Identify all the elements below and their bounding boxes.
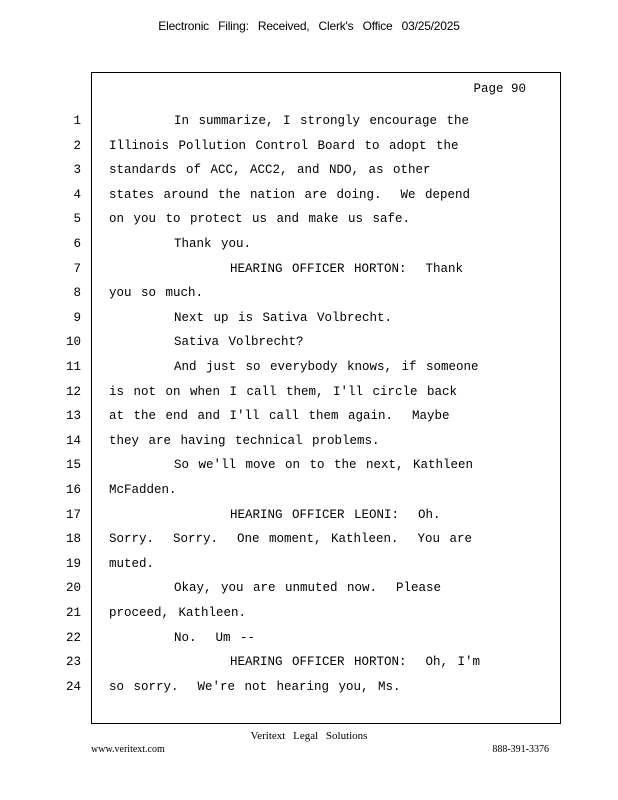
line-number: 18 [65, 532, 81, 547]
transcript-line-text: states around the nation are doing. We depend [109, 187, 471, 202]
transcript-line-text: they are having technical problems. [109, 433, 380, 448]
line-number: 4 [73, 187, 81, 202]
transcript-line-text: Sativa Volbrecht? [174, 335, 304, 350]
line-number: 21 [65, 606, 81, 620]
line-number: 9 [73, 310, 81, 325]
transcript-line-text: muted. [109, 556, 155, 571]
transcript-line-text: In summarize, I strongly encourage the [174, 114, 470, 128]
transcript-line-text: So we'll move on to the next, Kathleen [174, 458, 474, 473]
filing-stamp-header: Electronic Filing: Received, Clerk's Office 03/25/2025 [158, 19, 460, 33]
line-number: 12 [65, 384, 81, 399]
line-number: 24 [65, 679, 81, 694]
transcript-line-text: HEARING OFFICER LEONI: Oh. [230, 507, 441, 522]
line-number: 3 [73, 163, 81, 178]
line-number: 13 [65, 409, 81, 424]
transcript-line-text: proceed, Kathleen. [109, 606, 247, 620]
line-number: 6 [73, 237, 81, 251]
line-number: 10 [65, 335, 81, 350]
transcript-line-text: Illinois Pollution Control Board to adopt the [109, 138, 459, 153]
line-number: 17 [65, 507, 81, 522]
transcript-line-text: No. Um -- [174, 630, 256, 645]
line-number: 23 [65, 655, 81, 670]
line-number: 11 [65, 360, 81, 374]
footer-phone: 888-391-3376 [492, 744, 549, 755]
transcript-line-text: you so much. [109, 286, 204, 301]
line-number: 8 [73, 286, 81, 301]
transcript-line-text: McFadden. [109, 483, 177, 497]
line-number: 16 [65, 483, 81, 497]
line-number: 15 [65, 458, 81, 473]
transcript-line-text: Sorry. Sorry. One moment, Kathleen. You are [109, 532, 473, 547]
transcript-line-text: And just so everybody knows, if someone [174, 360, 479, 374]
line-number: 14 [65, 433, 81, 448]
line-number: 22 [65, 630, 81, 645]
line-number: 5 [73, 212, 81, 227]
line-number: 2 [73, 138, 81, 153]
footer-website: www.veritext.com [91, 744, 165, 755]
transcript-line-text: is not on when I call them, I'll circle back [109, 384, 458, 399]
line-number: 1 [73, 114, 81, 128]
transcript-line-text: HEARING OFFICER HORTON: Thank [230, 261, 464, 276]
transcript-line-text: Okay, you are unmuted now. Please [174, 581, 442, 596]
line-number: 7 [73, 261, 81, 276]
line-number: 19 [65, 556, 81, 571]
transcript-line-text: Next up is Sativa Volbrecht. [174, 310, 393, 325]
transcript-line-text: Thank you. [174, 237, 252, 251]
footer-company: Veritext Legal Solutions [250, 730, 368, 742]
line-number: 20 [65, 581, 81, 596]
page-number: Page 90 [473, 82, 526, 96]
transcript-line-text: so sorry. We're not hearing you, Ms. [109, 679, 401, 694]
transcript-line-text: on you to protect us and make us safe. [109, 212, 411, 227]
transcript-line-text: standards of ACC, ACC2, and NDO, as other [109, 163, 431, 178]
transcript-line-text: HEARING OFFICER HORTON: Oh, I'm [230, 655, 481, 670]
transcript-line-text: at the end and I'll call them again. Maybe [109, 409, 450, 424]
